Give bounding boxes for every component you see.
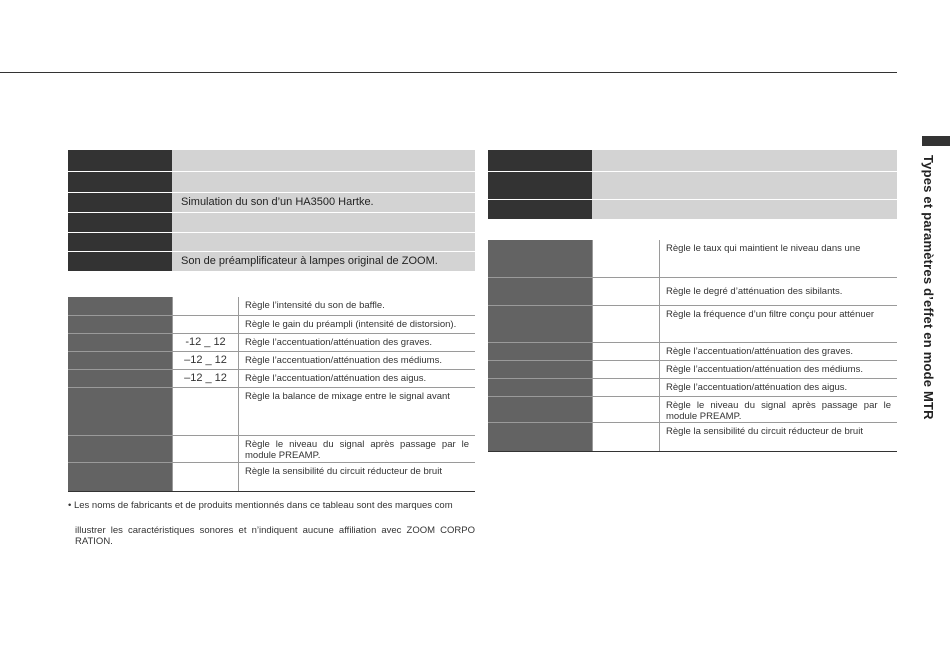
trademark-note-line1: • Les noms de fabricants et de produits mentionnés dans ce tableau sont des marques com <box>68 500 453 511</box>
param-label-cell <box>488 379 592 396</box>
table-row <box>488 150 897 171</box>
row-label-cell <box>488 172 592 199</box>
param-range-cell <box>592 379 660 396</box>
param-range-cell <box>592 397 660 422</box>
param-label-cell <box>68 370 172 387</box>
param-description: Règle l’intensité du son de baffle. <box>245 300 385 311</box>
param-range-cell: –12 _ 12 <box>172 370 239 387</box>
table-row <box>488 343 897 361</box>
param-range-cell <box>172 316 239 333</box>
param-label-cell <box>488 361 592 378</box>
table-row <box>488 379 897 397</box>
param-label-cell <box>68 316 172 333</box>
param-label-cell <box>488 343 592 360</box>
param-range-cell <box>592 343 660 360</box>
row-value-cell <box>172 150 475 171</box>
row-label-cell <box>68 150 172 171</box>
param-description: Règle le niveau du signal après passage par le module PREAMP. <box>666 400 891 422</box>
row-label-cell <box>68 252 172 271</box>
left-info-table <box>68 150 475 271</box>
param-label-cell <box>68 388 172 435</box>
table-row <box>68 297 475 316</box>
table-row <box>68 463 475 492</box>
table-row <box>68 171 475 192</box>
param-description: Règle l’accentuation/atténuation des aigus. <box>666 382 848 393</box>
param-range-cell <box>172 436 239 462</box>
right-info-table <box>488 150 897 219</box>
param-range-cell: –12 _ 12 <box>172 352 239 369</box>
row-value-cell: Simulation du son d’un HA3500 Hartke. <box>172 193 475 212</box>
param-label-cell <box>68 352 172 369</box>
param-description: Règle l’accentuation/atténuation des médiums. <box>666 364 863 375</box>
param-label-cell <box>488 397 592 422</box>
param-range-cell <box>592 278 660 305</box>
table-row <box>68 352 475 370</box>
param-description: Règle la fréquence d’un filtre conçu pour atténuer <box>666 309 875 320</box>
trademark-note-line2: illustrer les caractéristiques sonores et n’indiquent aucune affiliation avec ZOOM CORPO RATION. <box>75 525 475 547</box>
table-row <box>488 278 897 306</box>
param-label-cell <box>68 334 172 351</box>
row-label-cell <box>68 193 172 212</box>
table-row <box>68 150 475 171</box>
side-section-title: Types et paramètres d’effet en mode MTR <box>921 155 936 420</box>
param-description: Règle l’accentuation/atténuation des graves. <box>245 337 432 348</box>
table-row <box>488 199 897 219</box>
row-label-cell <box>488 150 592 171</box>
table-row <box>68 212 475 232</box>
top-divider <box>0 72 897 73</box>
param-range-cell <box>592 306 660 342</box>
param-label-cell <box>68 297 172 315</box>
param-description: Règle la sensibilité du circuit réducteur de bruit <box>666 426 863 437</box>
row-label-cell <box>488 200 592 219</box>
row-value-cell <box>592 150 897 171</box>
param-description: Règle le degré d’atténuation des sibilants. <box>666 286 843 297</box>
param-range-cell <box>172 388 239 435</box>
table-row <box>68 251 475 271</box>
row-value-cell <box>592 172 897 199</box>
row-value-cell <box>172 172 475 192</box>
table-row <box>68 370 475 388</box>
table-row <box>68 334 475 352</box>
param-label-cell <box>68 463 172 491</box>
row-value-cell: Son de préamplificateur à lampes original de ZOOM. <box>172 252 475 271</box>
param-label-cell <box>68 436 172 462</box>
row-label-cell <box>68 172 172 192</box>
row-value-cell <box>172 213 475 232</box>
table-row <box>488 306 897 343</box>
param-description: Règle l’accentuation/atténuation des aigus. <box>245 373 427 384</box>
param-range-cell <box>172 297 239 315</box>
row-value-cell <box>592 200 897 219</box>
param-description: Règle la balance de mixage entre le signal avant <box>245 391 450 402</box>
row-label-cell <box>68 213 172 232</box>
param-range-cell: -12 _ 12 <box>172 334 239 351</box>
table-row <box>488 240 897 278</box>
param-description: Règle le taux qui maintient le niveau dans une <box>666 243 861 254</box>
side-tab-marker <box>922 136 950 146</box>
left-param-table <box>68 297 475 492</box>
param-description: Règle le niveau du signal après passage par le module PREAMP. <box>245 439 469 461</box>
param-range-cell <box>592 240 660 277</box>
row-value-cell <box>172 233 475 251</box>
table-row <box>68 316 475 334</box>
table-row <box>68 388 475 436</box>
right-param-table <box>488 240 897 452</box>
param-label-cell <box>488 278 592 305</box>
table-row <box>488 397 897 423</box>
param-range-cell <box>592 361 660 378</box>
param-label-cell <box>488 306 592 342</box>
param-range-cell <box>592 423 660 451</box>
table-row <box>488 423 897 451</box>
param-description: Règle l’accentuation/atténuation des graves. <box>666 346 853 357</box>
table-row <box>68 192 475 212</box>
param-description: Règle le gain du préampli (intensité de distorsion). <box>245 319 457 330</box>
table-row <box>68 232 475 251</box>
param-description: Règle l’accentuation/atténuation des médiums. <box>245 355 442 366</box>
param-label-cell <box>488 240 592 277</box>
row-label-cell <box>68 233 172 251</box>
param-description: Règle la sensibilité du circuit réducteur de bruit <box>245 466 442 477</box>
table-row <box>488 361 897 379</box>
table-row <box>488 171 897 199</box>
table-row <box>68 436 475 463</box>
param-label-cell <box>488 423 592 451</box>
param-range-cell <box>172 463 239 491</box>
